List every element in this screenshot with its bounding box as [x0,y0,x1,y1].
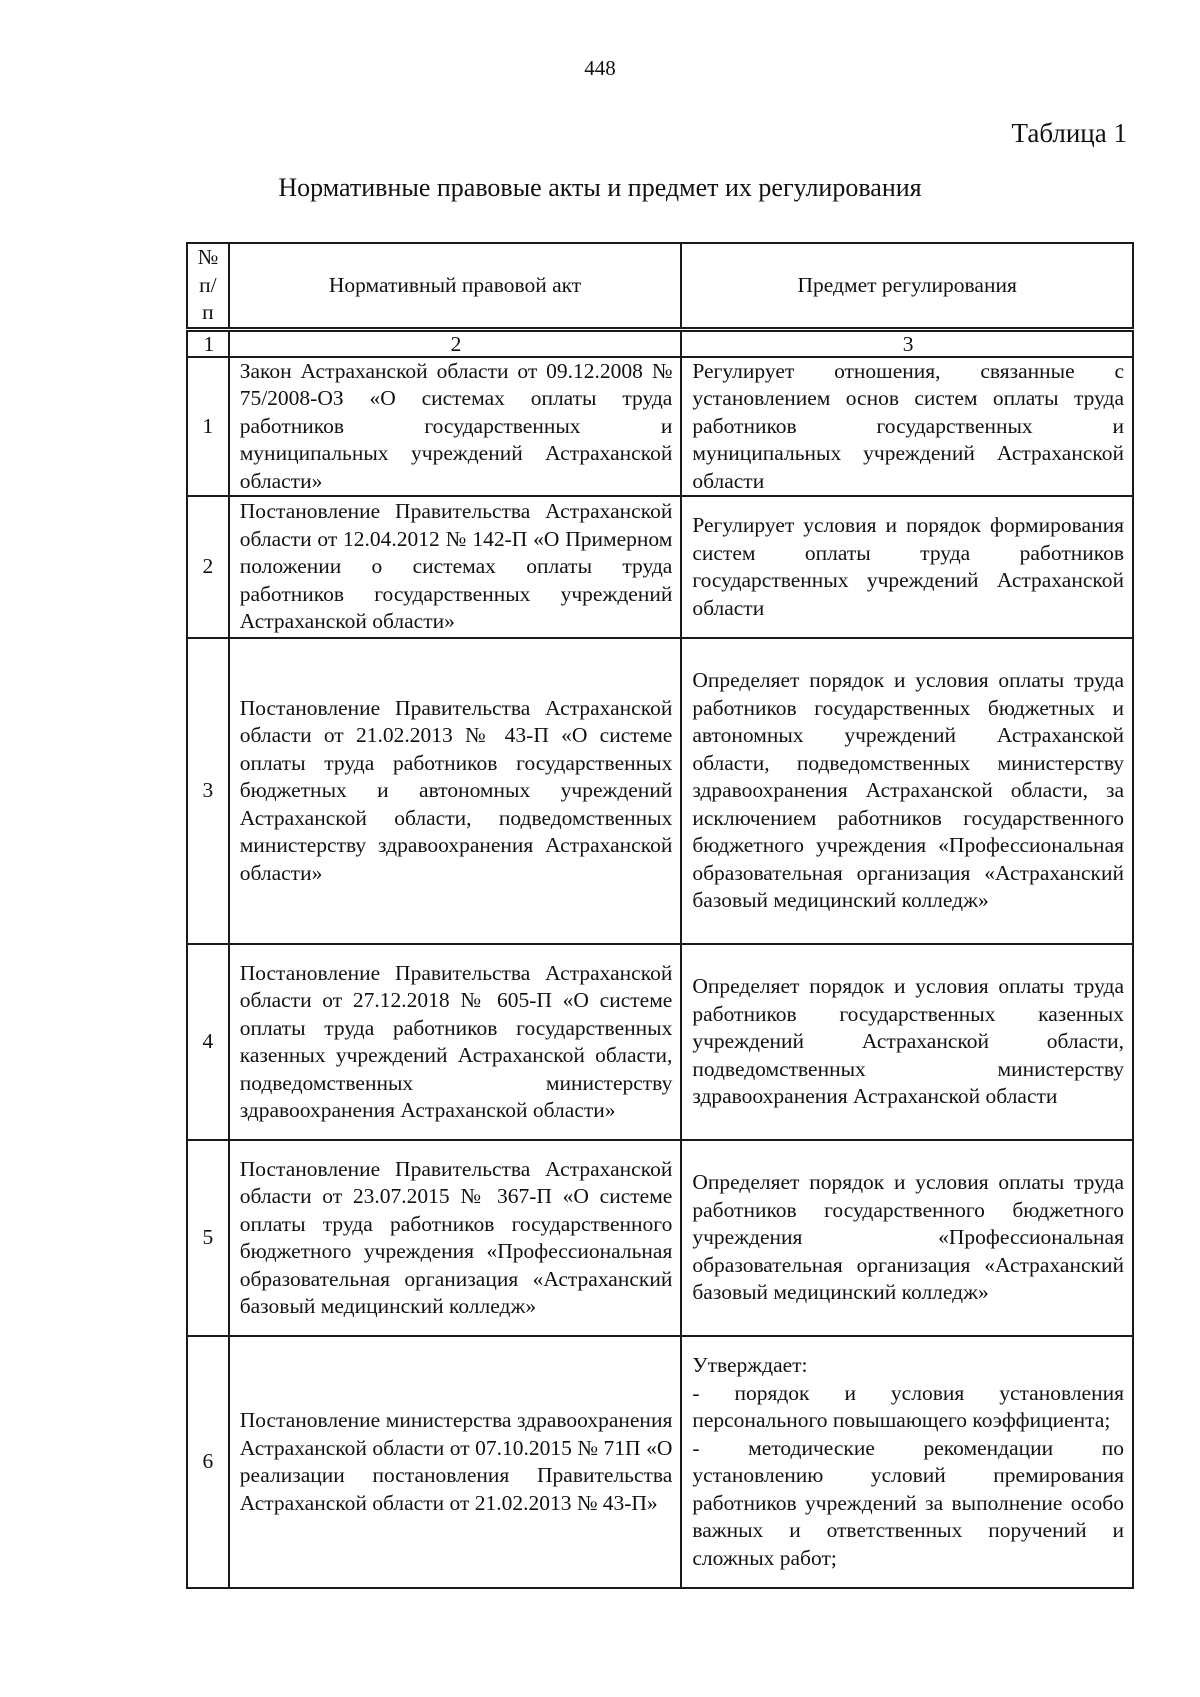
row-subject: Регулирует отношения, связанные с установлением основ систем оплаты труда работников государственных и муниципальных учреждений Астраханской области [681,357,1133,497]
column-number: 1 [187,329,229,357]
row-number: 3 [187,638,229,944]
column-number-row [187,329,1133,357]
table-row [187,357,1133,497]
row-act: Закон Астраханской области от 09.12.2008 № 75/2008-ОЗ «О системах оплаты труда работников государственных и муниципальных учреждений Астраханской области» [229,357,682,497]
header-act: Нормативный правовой акт [229,243,682,329]
table-header-row [187,243,1133,329]
page-number: 448 [584,56,616,80]
table-row [187,944,1133,1140]
table-row [187,496,1133,638]
header-subject: Предмет регулирования [681,243,1133,329]
subject-line: - методические рекомендации по установлению условий премирования работников учреждений за выполнение особо важных и ответственных поручений и сложных работ; [692,1435,1124,1570]
row-number: 6 [187,1336,229,1588]
row-subject [681,1336,1133,1588]
row-number: 5 [187,1140,229,1336]
header-num-symbol: № [197,245,219,269]
row-act: Постановление Правительства Астраханской области от 21.02.2013 № 43-П «О системе оплаты труда работников государственных бюджетных и автономных учреждений Астраханской области, подведомственных министерству здравоохранения Астраханской области» [229,638,682,944]
row-act: Постановление министерства здравоохранения Астраханской области от 07.10.2015 № 71П «О реализации постановления Правительства Астраханской области от 21.02.2013 № 43-П» [229,1336,682,1588]
regulatory-acts-table [186,242,1134,1589]
row-act: Постановление Правительства Астраханской области от 27.12.2018 № 605-П «О системе оплаты труда работников государственных казенных учреждений Астраханской области, подведомственных министерству здравоохранения Астраханской области» [229,944,682,1140]
header-num [187,243,229,329]
row-act: Постановление Правительства Астраханской области от 23.07.2015 № 367-П «О системе оплаты труда работников государственного бюджетного учреждения «Профессиональная образовательная организация «Астраханский базовый медицинский колледж» [229,1140,682,1336]
column-number: 2 [229,329,682,357]
header-num-abbr: п/п [199,272,217,324]
row-subject: Регулирует условия и порядок формирования систем оплаты труда работников государственных учреждений Астраханской области [681,496,1133,638]
row-subject: Определяет порядок и условия оплаты труда работников государственного бюджетного учреждения «Профессиональная образовательная организация «Астраханский базовый медицинский колледж» [681,1140,1133,1336]
row-subject: Определяет порядок и условия оплаты труда работников государственных казенных учреждений Астраханской области, подведомственных министерству здравоохранения Астраханской области [681,944,1133,1140]
table-caption: Таблица 1 [1011,118,1127,148]
table-row [187,1140,1133,1336]
row-number: 4 [187,944,229,1140]
subject-line: - порядок и условия установления персонального повышающего коэффициента; [692,1380,1124,1432]
row-act: Постановление Правительства Астраханской области от 12.04.2012 № 142-П «О Примерном положении о системах оплаты труда работников государственных учреждений Астраханской области» [229,496,682,638]
row-subject: Определяет порядок и условия оплаты труда работников государственных бюджетных и автономных учреждений Астраханской области, подведомственных министерству здравоохранения Астраханской области, за исключением работников государственного бюджетного учреждения «Профессиональная образовательная организация «Астраханский базовый медицинский колледж» [681,638,1133,944]
table-row [187,1336,1133,1588]
column-number: 3 [681,329,1133,357]
subject-line: Утверждает: [692,1353,808,1377]
table-row [187,638,1133,944]
row-number: 1 [187,357,229,497]
row-number: 2 [187,496,229,638]
table-title: Нормативные правовые акты и предмет их регулирования [278,173,922,202]
